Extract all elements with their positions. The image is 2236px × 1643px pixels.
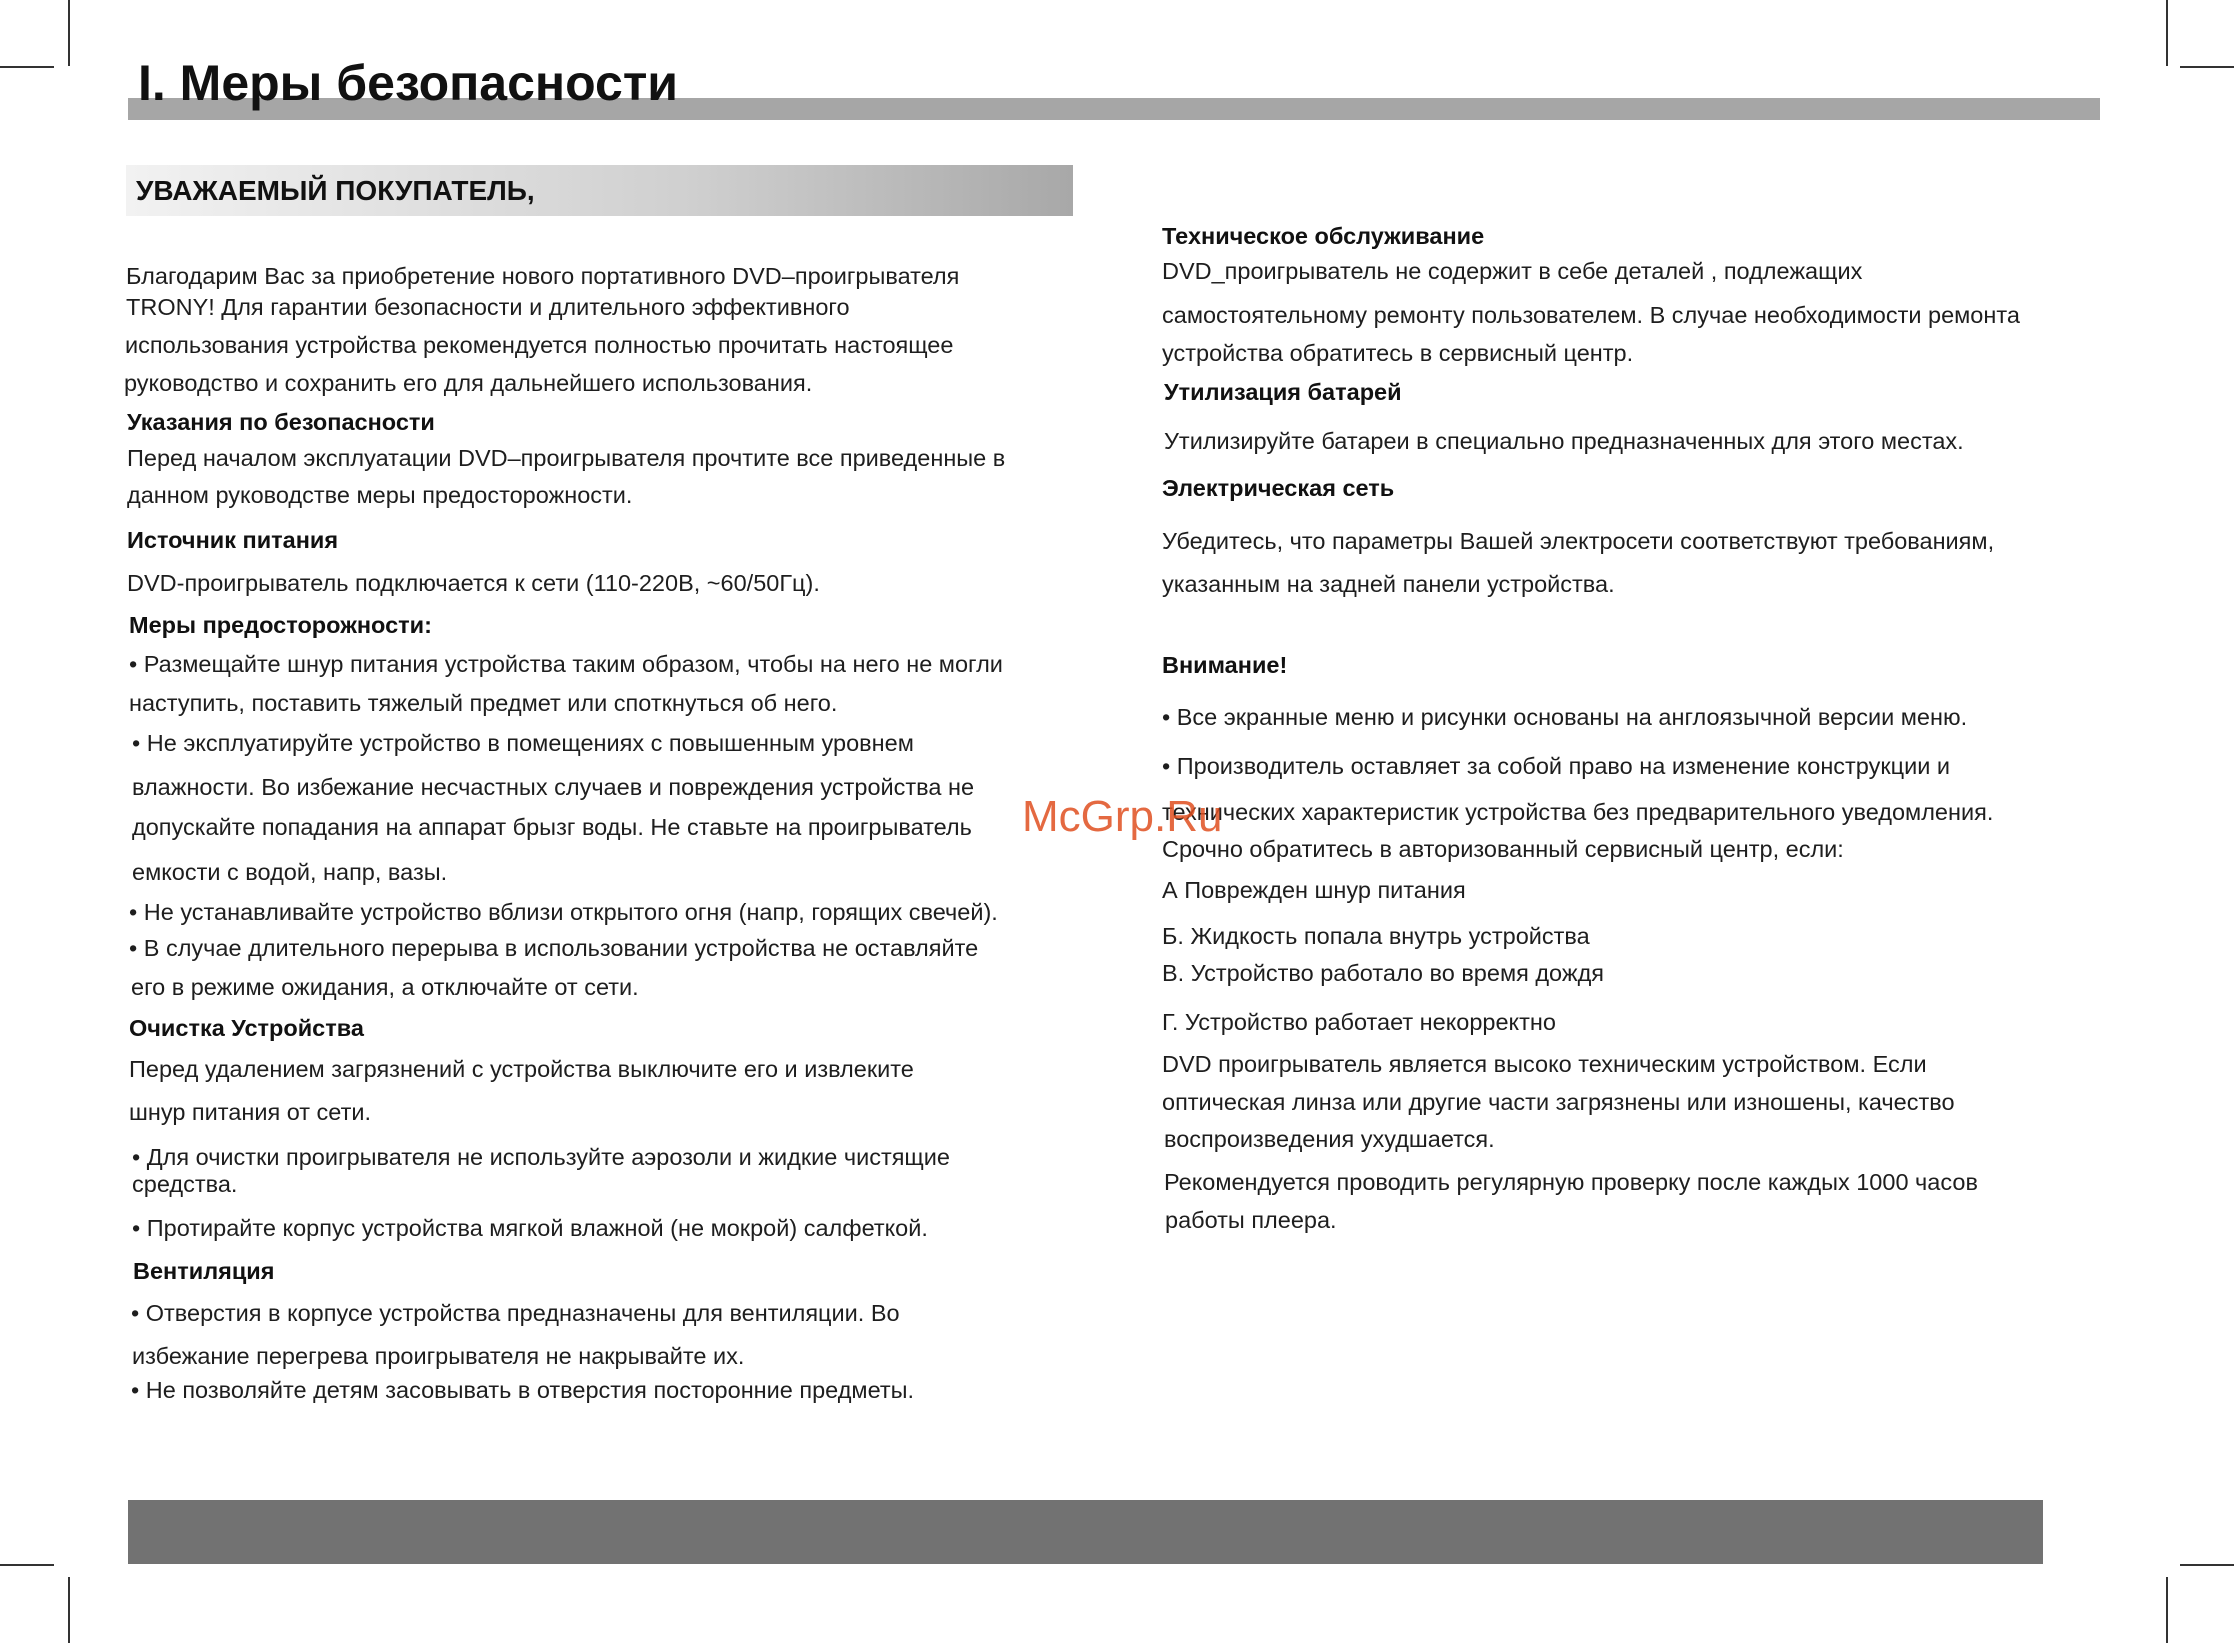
- cleaning-line: • Протирайте корпус устройства мягкой влажной (не мокрой) салфеткой.: [132, 1215, 928, 1241]
- service-heading: Техническое обслуживание: [1162, 223, 1485, 249]
- precaution-line: емкости с водой, напр, вазы.: [132, 859, 448, 885]
- precaution-line: • Не эксплуатируйте устройство в помещениях с повышенным уровнем: [132, 730, 914, 756]
- ventilation-line: • Отверстия в корпусе устройства предназначены для вентиляции. Во: [131, 1300, 900, 1326]
- precautions-heading: Меры предосторожности:: [129, 612, 432, 638]
- safety-heading: Указания по безопасности: [127, 409, 435, 435]
- cleaning-line: • Для очистки проигрывателя не используйте аэрозоли и жидкие чистящие: [132, 1144, 950, 1170]
- crop-mark: [0, 1564, 54, 1566]
- attention-line: Г. Устройство работает некорректно: [1162, 1009, 1556, 1035]
- precaution-line: • Не устанавливайте устройство вблизи открытого огня (напр, горящих свечей).: [129, 899, 998, 925]
- service-line: DVD_проигрыватель не содержит в себе деталей , подлежащих: [1162, 258, 1863, 284]
- attention-line: воспроизведения ухудшается.: [1164, 1126, 1495, 1152]
- service-line: устройства обратитесь в сервисный центр.: [1162, 340, 1634, 366]
- precaution-line: его в режиме ожидания, а отключайте от сети.: [131, 974, 639, 1000]
- crop-mark: [68, 1577, 70, 1643]
- intro-line: использования устройства рекомендуется полностью прочитать настоящее: [125, 332, 954, 358]
- attention-line: • Все экранные меню и рисунки основаны на англоязычной версии меню.: [1162, 704, 1968, 730]
- crop-mark: [68, 0, 70, 66]
- power-heading: Источник питания: [127, 527, 339, 553]
- attention-heading: Внимание!: [1162, 652, 1288, 678]
- safety-line: Перед началом эксплуатации DVD–проигрывателя прочтите все приведенные в: [127, 445, 1006, 471]
- footer-bar: [128, 1500, 2043, 1564]
- cleaning-line: шнур питания от сети.: [129, 1099, 371, 1125]
- attention-line: В. Устройство работало во время дождя: [1162, 960, 1605, 986]
- battery-heading: Утилизация батарей: [1164, 379, 1402, 405]
- precaution-line: • В случае длительного перерыва в использовании устройства не оставляйте: [129, 935, 979, 961]
- attention-line: Б. Жидкость попала внутрь устройства: [1162, 923, 1590, 949]
- crop-mark: [2180, 1564, 2234, 1566]
- attention-line: А Поврежден шнур питания: [1162, 877, 1466, 903]
- battery-text: Утилизируйте батареи в специально предназначенных для этого местах.: [1164, 428, 1964, 454]
- attention-line: DVD проигрыватель является высоко техническим устройством. Если: [1162, 1051, 1927, 1077]
- dear-customer-heading: УВАЖАЕМЫЙ ПОКУПАТЕЛЬ,: [136, 175, 535, 206]
- mains-line: Убедитесь, что параметры Вашей электросети соответствуют требованиям,: [1162, 528, 1995, 554]
- mains-line: указанным на задней панели устройства.: [1162, 571, 1615, 597]
- attention-line: работы плеера.: [1165, 1207, 1337, 1233]
- page-title: I. Меры безопасности: [138, 55, 679, 111]
- mains-heading: Электрическая сеть: [1162, 475, 1395, 501]
- precaution-line: • Размещайте шнур питания устройства таким образом, чтобы на него не могли: [129, 651, 1003, 677]
- cleaning-line: Перед удалением загрязнений с устройства выключите его и извлеките: [129, 1056, 914, 1082]
- attention-line: оптическая линза или другие части загрязнены или изношены, качество: [1162, 1089, 1955, 1115]
- intro-line: TRONY! Для гарантии безопасности и длительного эффективного: [126, 294, 850, 320]
- ventilation-heading: Вентиляция: [133, 1258, 275, 1284]
- intro-line: Благодарим Вас за приобретение нового портативного DVD–проигрывателя: [126, 263, 960, 289]
- crop-mark: [2166, 1577, 2168, 1643]
- safety-line: данном руководстве меры предосторожности.: [127, 482, 633, 508]
- cleaning-heading: Очистка Устройства: [129, 1015, 364, 1041]
- ventilation-line: избежание перегрева проигрывателя не накрывайте их.: [132, 1343, 745, 1369]
- cleaning-line: средства.: [132, 1171, 238, 1197]
- crop-mark: [0, 66, 54, 68]
- precaution-line: наступить, поставить тяжелый предмет или споткнуться об него.: [129, 690, 838, 716]
- attention-line: Срочно обратитесь в авторизованный сервисный центр, если:: [1162, 836, 1844, 862]
- crop-mark: [2166, 0, 2168, 66]
- precaution-line: допускайте попадания на аппарат брызг воды. Не ставьте на проигрыватель: [132, 814, 972, 840]
- power-text: DVD-проигрыватель подключается к сети (110-220В, ~60/50Гц).: [127, 570, 820, 596]
- intro-line: руководство и сохранить его для дальнейшего использования.: [124, 370, 813, 396]
- dear-customer-banner: [126, 165, 1073, 216]
- crop-mark: [2180, 66, 2234, 68]
- attention-line: • Производитель оставляет за собой право на изменение конструкции и: [1162, 753, 1951, 779]
- service-line: самостоятельному ремонту пользователем. В случае необходимости ремонта: [1162, 302, 2020, 328]
- ventilation-line: • Не позволяйте детям засовывать в отверстия посторонние предметы.: [131, 1377, 915, 1403]
- watermark: McGrp.Ru: [1022, 792, 1223, 841]
- attention-line: технических характеристик устройства без предварительного уведомления.: [1162, 799, 1994, 825]
- precaution-line: влажности. Во избежание несчастных случаев и повреждения устройства не: [132, 774, 975, 800]
- attention-line: Рекомендуется проводить регулярную проверку после каждых 1000 часов: [1164, 1169, 1978, 1195]
